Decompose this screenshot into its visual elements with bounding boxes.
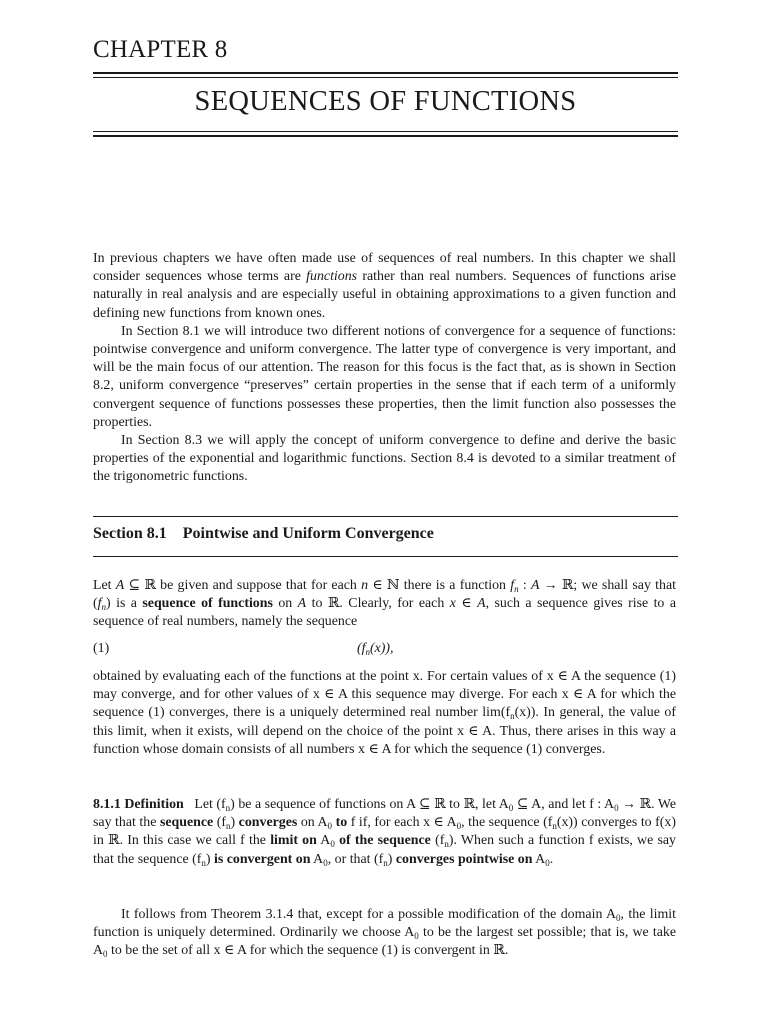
section-number: Section 8.1 <box>93 525 167 542</box>
chapter-label: CHAPTER 8 <box>93 36 228 63</box>
intro-paragraph-2: In Section 8.1 we will introduce two different notions of convergence for a sequence of functions: pointwise convergence and uniform convergence. The latter type of convergence is very important, and will be the main focus of our attention. The reason for this focus is the fact that, as is shown in Section 8.2, uniform convergence “preserves” certain properties in the sense that if each term of a uniformly convergent sequence of functions possesses these properties, then the limit function also possesses the properties. <box>93 323 676 430</box>
section-title: Pointwise and Uniform Convergence <box>182 525 434 542</box>
section-heading <box>93 525 434 543</box>
header-rule-bottom-1 <box>93 131 678 132</box>
intro-paragraph-3: In Section 8.3 we will apply the concept of uniform convergence to define and derive the basic properties of the exponential and logarithmic functions. Section 8.4 is devoted to a similar treatment of the trigonometric functions. <box>93 433 676 485</box>
equation-1: $(f_n(x))$, <box>357 641 394 657</box>
intro-text <box>93 250 676 487</box>
definition-8-1-1: 8.1.1 Definition Let $(f_n)$ be a sequence of functions on A ⊆ ℝ to ℝ, let $A_0$ ⊆ A, and let f : $A_0$ → ℝ. We say that the sequence $(f_n)$ converges on $A_0$ to f if, for each x ∈ $A_0$, the sequence $(f_n(x))$ converges to f(x) in ℝ. In this case we call f the limit on $A_0$ of the sequence $(f_n)$. When such a function f exists, we say that the sequence $(f_n)$ is convergent on $A_0$, or that $(f_n)$ converges pointwise on $A_0$. <box>93 797 676 868</box>
section-rule-bottom <box>93 556 678 557</box>
equation-label: (1) <box>93 641 110 656</box>
body-paragraph-2: obtained by evaluating each of the functions at the point x. For certain values of x ∈ A the sequence (1) may converge, and for other values of x ∈ A this sequence may diverge. For each x ∈ A for which the sequence (1) converges, there is a uniquely determined real number $\lim(f_n(x))$. In general, the value of this limit, when it exists, will depend on the choice of the point x ∈ A. Thus, there arises in this way a function whose domain consists of all numbers x ∈ A for which the sequence (1) converges. <box>93 669 676 757</box>
section-rule-top <box>93 516 678 517</box>
definition-label: 8.1.1 Definition <box>93 797 184 812</box>
header-rule-top-2 <box>93 77 678 78</box>
intro-paragraph-1: In previous chapters we have often made use of sequences of real numbers. In this chapter we shall consider sequences whose terms are functions rather than real numbers. Sequences of functions arise naturally in real analysis and are especially useful in obtaining approximations to a given function and defining new functions from known ones. <box>93 251 676 321</box>
body-paragraph-3: It follows from Theorem 3.1.4 that, except for a possible modification of the domain $A_0$, the limit function is uniquely determined. Ordinarily we choose $A_0$ to be the largest set possible; that is, we take $A_0$ to be the set of all x ∈ A for which the sequence (1) is convergent in ℝ. <box>93 907 676 960</box>
header-rule-bottom-2 <box>93 135 678 137</box>
chapter-title: SEQUENCES OF FUNCTIONS <box>194 86 577 117</box>
header-rule-top-1 <box>93 72 678 74</box>
body-paragraph-1: Let A ⊆ ℝ be given and suppose that for each n ∈ ℕ there is a function $f_n$ : A → ℝ; we shall say that $(f_n)$ is a sequence of functions on A to ℝ. Clearly, for each x ∈ A, such a sequence gives rise to a sequence of real numbers, namely the sequence <box>93 578 676 630</box>
